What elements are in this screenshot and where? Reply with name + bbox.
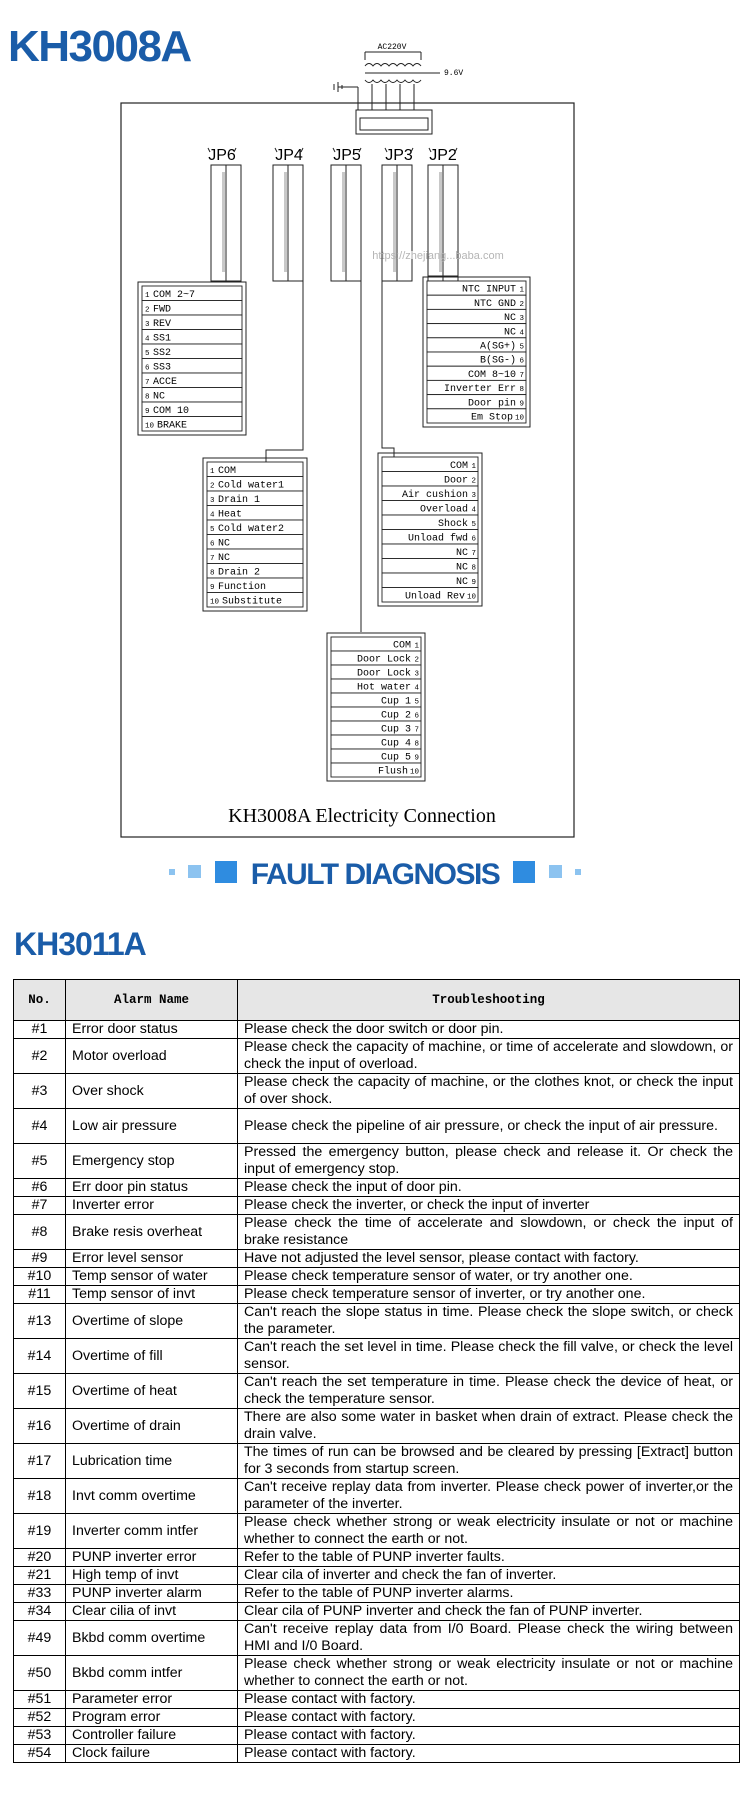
alarm-number: #16 bbox=[14, 1409, 66, 1444]
alarm-name: High temp of invt bbox=[66, 1567, 238, 1585]
jp2-pin-number: 2 bbox=[519, 300, 524, 309]
alarm-name: Emergency stop bbox=[66, 1144, 238, 1179]
jp3-pin-number: 6 bbox=[471, 535, 476, 544]
alarm-number: #11 bbox=[14, 1286, 66, 1304]
jp3-pin-number: 5 bbox=[471, 521, 476, 529]
kh3011a-title: KH3011A bbox=[14, 926, 146, 962]
jp3-pin-table bbox=[378, 453, 482, 606]
jp5-pin-label: Cup 5 bbox=[380, 752, 411, 764]
alarm-name: Error level sensor bbox=[66, 1250, 238, 1268]
table-row bbox=[14, 1339, 740, 1374]
header-troubleshooting: Troubleshooting bbox=[238, 980, 740, 1021]
jp5-pin-label: COM bbox=[392, 640, 411, 652]
alarm-name: Parameter error bbox=[66, 1691, 238, 1709]
jp3-pin-label: Air cushion bbox=[401, 490, 468, 501]
jp2-pin-number: 7 bbox=[519, 371, 524, 380]
alarm-troubleshooting: Can't receive replay data from inverter. Please check power of inverter,or the parameter of the inverter. bbox=[238, 1479, 740, 1514]
kh3008a-title: KH3008A bbox=[8, 22, 191, 71]
jp4-pin-number: 6 bbox=[210, 540, 215, 549]
jp5-pin-number: 8 bbox=[414, 740, 419, 749]
alarm-number: #53 bbox=[14, 1727, 66, 1745]
jp4-pin-number: 4 bbox=[210, 511, 215, 520]
watermark-text: https://zhejiang...baba.com bbox=[372, 250, 504, 262]
alarm-name: Lubrication time bbox=[66, 1444, 238, 1479]
table-row bbox=[14, 1549, 740, 1567]
jp4-pin-label: Cold water2 bbox=[218, 524, 285, 535]
jp2-pin-number: 8 bbox=[519, 386, 524, 395]
alarm-number: #8 bbox=[14, 1215, 66, 1250]
alarm-number: #14 bbox=[14, 1339, 66, 1374]
alarm-number: #15 bbox=[14, 1374, 66, 1409]
alarm-number: #4 bbox=[14, 1109, 66, 1144]
table-row bbox=[14, 1179, 740, 1197]
jp6-pin-number: 8 bbox=[145, 393, 150, 402]
table-row bbox=[14, 1021, 740, 1039]
table-row bbox=[14, 1479, 740, 1514]
jp3-pin-label: NC bbox=[455, 548, 468, 559]
jp6-pin-number: 10 bbox=[145, 422, 155, 431]
alarm-number: #13 bbox=[14, 1304, 66, 1339]
jp4-pin-number: 1 bbox=[210, 468, 215, 476]
jp5-pin-number: 5 bbox=[414, 698, 419, 707]
jp2-pin-number: 10 bbox=[514, 414, 524, 423]
alarm-troubleshooting: There are also some water in basket when drain of extract. Please check the drain valve. bbox=[238, 1409, 740, 1444]
jp4-pin-label: Cold water1 bbox=[218, 480, 285, 492]
jp4-pin-label: NC bbox=[218, 553, 231, 564]
jp4-pin-label: Drain 2 bbox=[218, 567, 261, 579]
alarm-number: #7 bbox=[14, 1197, 66, 1215]
alarm-troubleshooting: Please check whether strong or weak electricity insulate or not or machine whether to connect the earth or not. bbox=[238, 1656, 740, 1691]
alarm-name: Overtime of heat bbox=[66, 1374, 238, 1409]
jp6-pin-number: 1 bbox=[145, 292, 150, 300]
jp6-pin-label: ACCE bbox=[153, 377, 178, 388]
jp5-label: JP5 bbox=[333, 147, 361, 164]
alarm-number: #33 bbox=[14, 1585, 66, 1603]
alarm-name: Err door pin status bbox=[66, 1179, 238, 1197]
alarm-name: Temp sensor of invt bbox=[66, 1286, 238, 1304]
jp6-pin-label: BRAKE bbox=[157, 420, 188, 432]
jp5-pin-number: 1 bbox=[414, 642, 419, 651]
alarm-troubleshooting: Can't reach the set level in time. Please check the fill valve, or check the level sensor. bbox=[238, 1339, 740, 1374]
jp6-pin-label: REV bbox=[153, 319, 172, 330]
jp5-pin-number: 10 bbox=[409, 768, 419, 777]
alarm-number: #17 bbox=[14, 1444, 66, 1479]
jp5-pin-number: 3 bbox=[414, 670, 419, 679]
table-row bbox=[14, 1144, 740, 1179]
alarm-troubleshooting: Please check the capacity of machine, or time of accelerate and slowdown, or check the input of overload. bbox=[238, 1039, 740, 1074]
jp2-pin-number: 5 bbox=[519, 343, 524, 352]
connector-strips bbox=[211, 165, 458, 281]
alarm-name: Overtime of fill bbox=[66, 1339, 238, 1374]
alarm-troubleshooting: Please check the door switch or door pin. bbox=[238, 1021, 740, 1039]
jp3-pin-label: Shock bbox=[437, 519, 468, 530]
alarm-number: #51 bbox=[14, 1691, 66, 1709]
jp5-pin-label: Hot water bbox=[356, 682, 411, 694]
alarm-number: #50 bbox=[14, 1656, 66, 1691]
alarm-name: Clear cilia of invt bbox=[66, 1603, 238, 1621]
alarm-name: Brake resis overheat bbox=[66, 1215, 238, 1250]
alarm-name: Bkbd comm intfer bbox=[66, 1656, 238, 1691]
table-row bbox=[14, 1567, 740, 1585]
alarm-number: #19 bbox=[14, 1514, 66, 1549]
jp5-pin-label: Cup 1 bbox=[380, 696, 411, 708]
alarm-number: #20 bbox=[14, 1549, 66, 1567]
alarm-number: #18 bbox=[14, 1479, 66, 1514]
alarm-troubleshooting: Can't reach the slope status in time. Please check the slope switch, or check the parameter. bbox=[238, 1304, 740, 1339]
alarm-number: #5 bbox=[14, 1144, 66, 1179]
header-alarm-name: Alarm Name bbox=[66, 980, 238, 1021]
jp2-pin-label: Door pin bbox=[467, 398, 516, 410]
jp6-pin-label: COM 10 bbox=[153, 406, 190, 417]
jp5-pin-number: 6 bbox=[414, 712, 419, 721]
jp4-pin-number: 2 bbox=[210, 482, 215, 491]
alarm-name: Bkbd comm overtime bbox=[66, 1621, 238, 1656]
jp5-pin-number: 4 bbox=[414, 684, 419, 693]
jp4-pin-number: 10 bbox=[210, 598, 220, 607]
alarm-troubleshooting: Please check the input of door pin. bbox=[238, 1179, 740, 1197]
alarm-troubleshooting: Clear cila of PUNP inverter and check the fan of PUNP inverter. bbox=[238, 1603, 740, 1621]
alarm-name: PUNP inverter alarm bbox=[66, 1585, 238, 1603]
transformer-label: AC220V bbox=[377, 43, 407, 52]
jp3-pin-label: NC bbox=[455, 577, 468, 588]
jp6-pin-number: 9 bbox=[145, 408, 150, 416]
alarm-number: #9 bbox=[14, 1250, 66, 1268]
alarm-number: #54 bbox=[14, 1745, 66, 1763]
jp2-pin-label: Em Stop bbox=[470, 412, 513, 424]
alarm-troubleshooting: Please contact with factory. bbox=[238, 1727, 740, 1745]
jp3-pin-label: COM bbox=[449, 461, 468, 472]
jp2-pin-label: A(SG+) bbox=[479, 341, 516, 353]
alarm-number: #2 bbox=[14, 1039, 66, 1074]
alarm-troubleshooting: Pressed the emergency button, please check and release it. Or check the input of emergency stop. bbox=[238, 1144, 740, 1179]
alarm-number: #3 bbox=[14, 1074, 66, 1109]
alarm-name: Temp sensor of water bbox=[66, 1268, 238, 1286]
jp3-pin-number: 4 bbox=[471, 506, 476, 515]
jp5-pin-number: 7 bbox=[414, 726, 419, 735]
alarm-troubleshooting: Refer to the table of PUNP inverter faults. bbox=[238, 1549, 740, 1567]
jp4-pin-number: 7 bbox=[210, 555, 215, 563]
table-row bbox=[14, 1109, 740, 1144]
jp3-pin-label: Overload bbox=[419, 504, 468, 516]
alarm-name: Over shock bbox=[66, 1074, 238, 1109]
jp6-pin-label: SS1 bbox=[153, 333, 172, 345]
alarm-number: #10 bbox=[14, 1268, 66, 1286]
jp2-pin-number: 4 bbox=[519, 329, 524, 338]
jp5-pin-number: 2 bbox=[414, 656, 419, 665]
jp4-pin-number: 8 bbox=[210, 569, 215, 578]
jp6-pin-number: 2 bbox=[145, 306, 150, 315]
jp2-pin-number: 9 bbox=[519, 400, 524, 409]
jp3-pin-number: 7 bbox=[471, 550, 476, 558]
alarm-troubleshooting: Can't reach the set temperature in time. Please check the device of heat, or check the temperature sensor. bbox=[238, 1374, 740, 1409]
jp6-pin-label: FWD bbox=[153, 304, 172, 316]
jp6-pin-label: SS2 bbox=[153, 348, 172, 359]
alarm-troubleshooting: Please check the time of accelerate and slowdown, or check the input of brake resistance bbox=[238, 1215, 740, 1250]
alarm-troubleshooting: Please check the capacity of machine, or the clothes knot, or check the input of over shock. bbox=[238, 1074, 740, 1109]
table-row bbox=[14, 1709, 740, 1727]
alarm-table bbox=[13, 979, 740, 1763]
table-row bbox=[14, 1074, 740, 1109]
jp3-label: JP3 bbox=[385, 147, 413, 164]
alarm-name: Program error bbox=[66, 1709, 238, 1727]
jp3-pin-number: 10 bbox=[466, 593, 476, 602]
jp6-pin-number: 5 bbox=[145, 350, 150, 358]
alarm-troubleshooting: Please contact with factory. bbox=[238, 1709, 740, 1727]
jp2-pin-label: NTC GND bbox=[473, 298, 516, 310]
table-row bbox=[14, 1250, 740, 1268]
jp3-pin-label: NC bbox=[455, 562, 468, 574]
alarm-troubleshooting: Please check the pipeline of air pressure, or check the input of air pressure. bbox=[238, 1109, 740, 1144]
jp3-pin-label: Door bbox=[443, 475, 468, 487]
alarm-table-header bbox=[14, 980, 740, 1021]
table-row bbox=[14, 1727, 740, 1745]
jp4-pin-label: Function bbox=[218, 582, 267, 593]
jp2-pin-label: Inverter Err bbox=[443, 384, 516, 396]
alarm-troubleshooting: Please check whether strong or weak electricity insulate or not or machine whether to connect the earth or not. bbox=[238, 1514, 740, 1549]
table-row bbox=[14, 1691, 740, 1709]
alarm-number: #34 bbox=[14, 1603, 66, 1621]
jp5-pin-label: Cup 2 bbox=[380, 710, 411, 722]
jp5-pin-number: 9 bbox=[414, 754, 419, 763]
jp3-pin-number: 1 bbox=[471, 463, 476, 471]
jp4-pin-number: 5 bbox=[210, 526, 215, 534]
table-row bbox=[14, 1286, 740, 1304]
table-row bbox=[14, 1585, 740, 1603]
alarm-number: #1 bbox=[14, 1021, 66, 1039]
jp3-pin-number: 9 bbox=[471, 579, 476, 587]
jp5-pin-label: Door Lock bbox=[356, 654, 411, 666]
alarm-troubleshooting: Can't receive replay data from I/0 Board. Please check the wiring between HMI and I/0 Board. bbox=[238, 1621, 740, 1656]
alarm-name: Inverter comm intfer bbox=[66, 1514, 238, 1549]
jp3-pin-label: Unload fwd bbox=[407, 533, 468, 545]
jp4-label: JP4 bbox=[275, 147, 303, 164]
jp3-pin-label: Unload Rev bbox=[404, 591, 465, 603]
table-row bbox=[14, 1268, 740, 1286]
table-row bbox=[14, 1409, 740, 1444]
alarm-troubleshooting: Please check temperature sensor of inverter, or try another one. bbox=[238, 1286, 740, 1304]
jp6-pin-number: 3 bbox=[145, 321, 150, 329]
alarm-troubleshooting: Refer to the table of PUNP inverter alarms. bbox=[238, 1585, 740, 1603]
alarm-number: #49 bbox=[14, 1621, 66, 1656]
jp6-pin-number: 7 bbox=[145, 379, 150, 387]
jp4-pin-label: Substitute bbox=[222, 596, 283, 608]
jp2-pin-number: 3 bbox=[519, 315, 524, 324]
jp5-pin-label: Cup 3 bbox=[380, 724, 411, 736]
alarm-troubleshooting: The times of run can be browsed and be cleared by pressing [Extract] button for 3 seconds from startup screen. bbox=[238, 1444, 740, 1479]
alarm-name: Low air pressure bbox=[66, 1109, 238, 1144]
jp6-pin-table bbox=[138, 282, 246, 435]
jp6-pin-number: 4 bbox=[145, 335, 150, 344]
jp6-label: JP6 bbox=[208, 147, 236, 164]
table-row bbox=[14, 1745, 740, 1763]
jp4-pin-label: Drain 1 bbox=[218, 495, 261, 506]
jp2-label: JP2 bbox=[429, 147, 457, 164]
jp2-pin-number: 1 bbox=[519, 286, 524, 295]
jp4-pin-table bbox=[203, 458, 307, 611]
jp5-pin-label: Door Lock bbox=[356, 668, 411, 680]
jp4-pin-number: 3 bbox=[210, 497, 215, 505]
table-row bbox=[14, 1374, 740, 1409]
alarm-troubleshooting: Clear cila of inverter and check the fan of inverter. bbox=[238, 1567, 740, 1585]
table-row bbox=[14, 1304, 740, 1339]
jp4-pin-label: NC bbox=[218, 538, 231, 550]
alarm-troubleshooting: Please check temperature sensor of water, or try another one. bbox=[238, 1268, 740, 1286]
alarm-number: #21 bbox=[14, 1567, 66, 1585]
jp5-pin-label: Cup 4 bbox=[380, 738, 411, 750]
alarm-name: Controller failure bbox=[66, 1727, 238, 1745]
voltage-label: 9.6V bbox=[444, 69, 464, 78]
jp2-pin-label: COM 8~10 bbox=[467, 369, 516, 381]
jp4-pin-label: COM bbox=[218, 466, 237, 477]
jp3-pin-number: 3 bbox=[471, 492, 476, 500]
alarm-number: #52 bbox=[14, 1709, 66, 1727]
jp6-pin-number: 6 bbox=[145, 364, 150, 373]
alarm-name: Inverter error bbox=[66, 1197, 238, 1215]
jp2-pin-table bbox=[423, 277, 530, 427]
jp3-pin-number: 8 bbox=[471, 564, 476, 573]
table-row bbox=[14, 1603, 740, 1621]
alarm-name: Error door status bbox=[66, 1021, 238, 1039]
jp2-pin-label: B(SG-) bbox=[479, 355, 516, 367]
header-no: No. bbox=[14, 980, 66, 1021]
alarm-name: Clock failure bbox=[66, 1745, 238, 1763]
alarm-number: #6 bbox=[14, 1179, 66, 1197]
alarm-troubleshooting: Please check the inverter, or check the input of inverter bbox=[238, 1197, 740, 1215]
jp5-pin-label: Flush bbox=[377, 766, 408, 778]
jp2-pin-label: NC bbox=[503, 327, 516, 339]
jp6-pin-label: NC bbox=[153, 391, 166, 403]
fault-diagnosis-title: FAULT DIAGNOSIS bbox=[250, 858, 500, 891]
table-row bbox=[14, 1444, 740, 1479]
alarm-name: Overtime of drain bbox=[66, 1409, 238, 1444]
jp2-pin-label: NTC INPUT bbox=[461, 284, 516, 296]
alarm-name: Motor overload bbox=[66, 1039, 238, 1074]
alarm-name: PUNP inverter error bbox=[66, 1549, 238, 1567]
alarm-name: Overtime of slope bbox=[66, 1304, 238, 1339]
electricity-connection-diagram bbox=[0, 0, 750, 840]
table-row bbox=[14, 1197, 740, 1215]
table-row bbox=[14, 1039, 740, 1074]
table-row bbox=[14, 1514, 740, 1549]
jp5-pin-table bbox=[327, 633, 425, 781]
alarm-name: Invt comm overtime bbox=[66, 1479, 238, 1514]
jp3-pin-number: 2 bbox=[471, 477, 476, 486]
jp2-pin-label: NC bbox=[503, 313, 516, 325]
jp2-pin-number: 6 bbox=[519, 357, 524, 366]
alarm-troubleshooting: Please contact with factory. bbox=[238, 1691, 740, 1709]
table-row bbox=[14, 1656, 740, 1691]
jp6-pin-label: COM 2~7 bbox=[153, 290, 196, 301]
jp4-pin-label: Heat bbox=[218, 509, 243, 521]
transformer bbox=[334, 52, 440, 134]
table-row bbox=[14, 1215, 740, 1250]
diagram-caption: KH3008A Electricity Connection bbox=[228, 805, 496, 827]
alarm-troubleshooting: Have not adjusted the level sensor, please contact with factory. bbox=[238, 1250, 740, 1268]
alarm-troubleshooting: Please contact with factory. bbox=[238, 1745, 740, 1763]
jp6-pin-label: SS3 bbox=[153, 362, 172, 374]
table-row bbox=[14, 1621, 740, 1656]
jp4-pin-number: 9 bbox=[210, 584, 215, 592]
